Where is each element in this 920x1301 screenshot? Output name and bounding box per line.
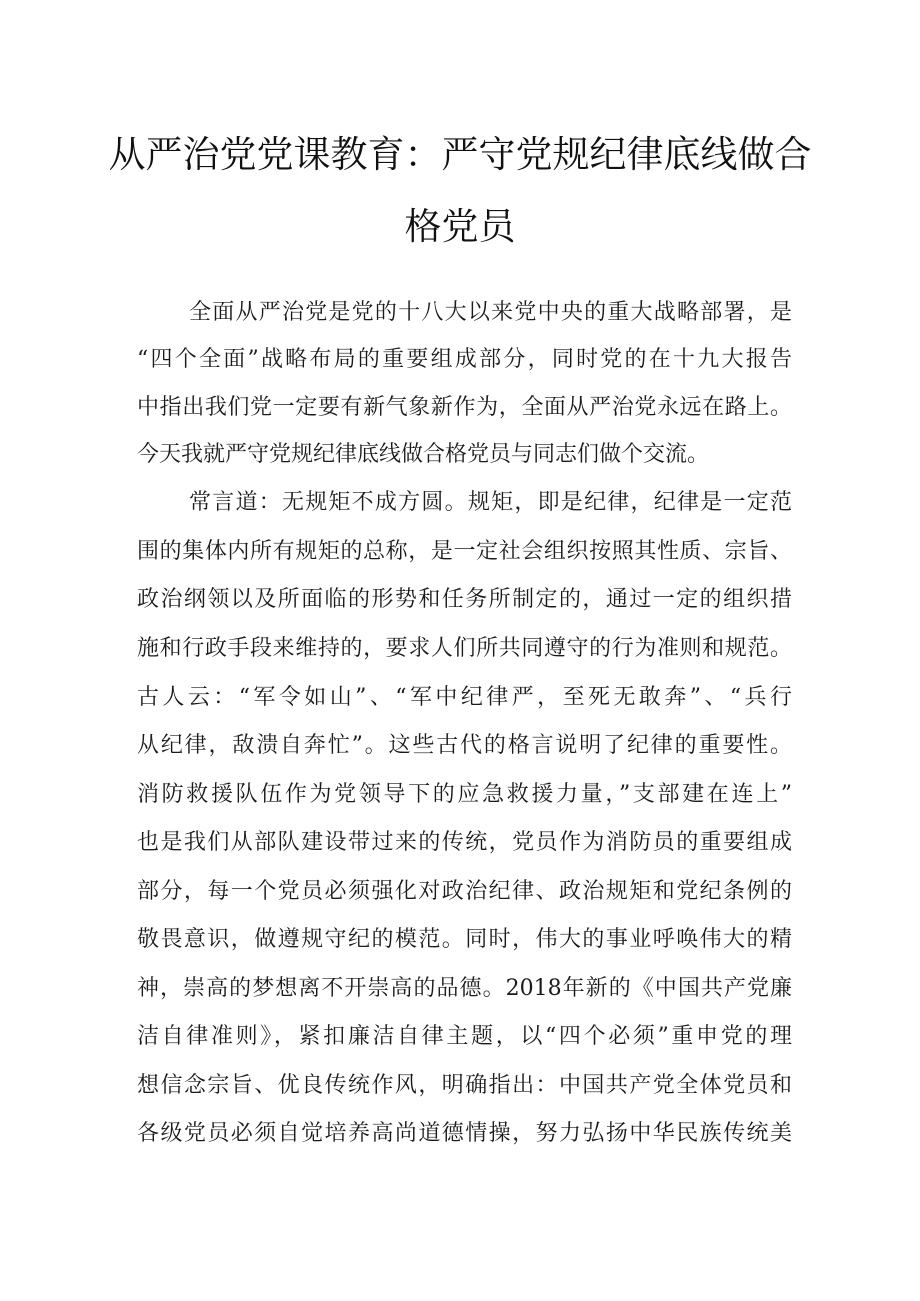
document-title-line-1: 从严治党党课教育：严守党规纪律底线做合 <box>108 133 812 176</box>
paragraph-2-line-7: 消防救援队伍作为党领导下的应急救援力量，”支部建在连上” <box>137 782 792 807</box>
paragraph-2-line-9: 部分，每一个党员必须强化对政治纪律、政治规矩和党纪条例的 <box>137 879 792 904</box>
paragraph-2-line-11: 神，崇高的梦想离不开崇高的品德。2018年新的《中国共产党廉 <box>137 976 792 1001</box>
paragraph-1-line-2: “四个全面”战略布局的重要组成部分，同时党的在十九大报告 <box>137 347 792 372</box>
paragraph-1-line-4: 今天我就严守党规纪律底线做合格党员与同志们做个交流。 <box>137 442 710 467</box>
paragraph-2-line-10: 敬畏意识，做遵规守纪的模范。同时，伟大的事业呼唤伟大的精 <box>137 927 792 952</box>
paragraph-2-line-13: 想信念宗旨、优良传统作风，明确指出：中国共产党全体党员和 <box>137 1073 792 1098</box>
paragraph-2-line-8: 也是我们从部队建设带过来的传统，党员作为消防员的重要组成 <box>137 830 792 855</box>
paragraph-2-line-1: 常言道：无规矩不成方圆。规矩，即是纪律，纪律是一定范 <box>189 490 792 515</box>
paragraph-2-line-3: 政治纲领以及所面临的形势和任务所制定的，通过一定的组织措 <box>137 587 792 612</box>
paragraph-2-line-12: 洁自律准则》，紧扣廉洁自律主题，以“四个必须”重申党的理 <box>137 1024 792 1049</box>
document-title-line-2: 格党员 <box>404 205 516 248</box>
paragraph-1-line-3: 中指出我们党一定要有新气象新作为，全面从严治党永远在路上。 <box>137 395 792 420</box>
paragraph-2-line-6: 从纪律，敌溃自奔忙”。这些古代的格言说明了纪律的重要性。 <box>137 733 792 758</box>
paragraph-2-line-2: 围的集体内所有规矩的总称，是一定社会组织按照其性质、宗旨、 <box>137 539 792 564</box>
paragraph-1-line-1: 全面从严治党是党的十八大以来党中央的重大战略部署，是 <box>189 300 792 325</box>
paragraph-2-line-5: 古人云：“军令如山”、“军中纪律严，至死无敢奔”、“兵行 <box>137 685 792 710</box>
paragraph-2-line-4: 施和行政手段来维持的，要求人们所共同遵守的行为准则和规范。 <box>137 636 792 661</box>
paragraph-2-line-14: 各级党员必须自觉培养高尚道德情操，努力弘扬中华民族传统美 <box>137 1121 792 1146</box>
